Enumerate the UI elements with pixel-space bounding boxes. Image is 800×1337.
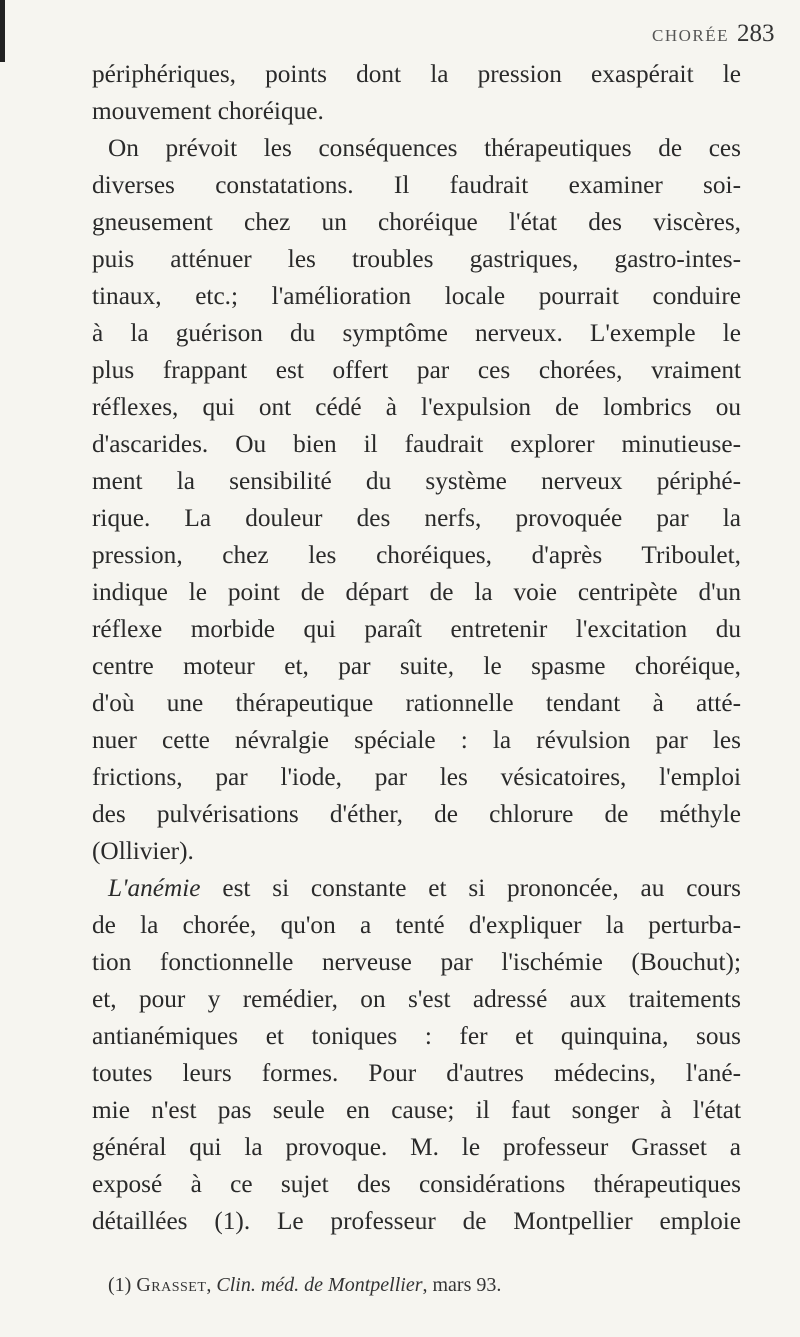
text-line <box>92 241 741 278</box>
running-title: CHORÉE <box>652 26 729 45</box>
text-line-content: gneusement chez un choréique l'état des viscères, <box>92 208 741 236</box>
footnote-date: , mars 93. <box>422 1274 502 1296</box>
text-line <box>92 574 741 611</box>
text-line-content: des pulvérisations d'éther, de chlorure de méthyle <box>92 800 741 828</box>
text-line-content: périphériques, points dont la pression exaspérait le <box>92 60 741 88</box>
text-line-content: frictions, par l'iode, par les vésicatoires, l'emploi <box>92 763 741 791</box>
text-line-content: réflexes, qui ont cédé à l'expulsion de lombrics ou <box>92 393 741 421</box>
text-line-content: général qui la provoque. M. le professeur Grasset a <box>92 1133 741 1161</box>
text-line <box>92 1166 741 1203</box>
text-line <box>92 1092 741 1129</box>
text-line-content: à la guérison du symptôme nerveux. L'exemple le <box>92 319 741 347</box>
page-number: 283 <box>737 20 775 47</box>
text-line-content: et, pour y remédier, on s'est adressé aux traitements <box>92 985 741 1013</box>
text-line <box>92 833 741 870</box>
text-line-content: plus frappant est offert par ces chorées, vraiment <box>92 356 741 384</box>
text-line <box>92 315 741 352</box>
text-line <box>92 537 741 574</box>
text-line <box>92 389 741 426</box>
text-line-content: nuer cette névralgie spéciale : la révulsion par les <box>92 726 741 754</box>
text-line-content: mie n'est pas seule en cause; il faut songer à l'état <box>92 1096 741 1124</box>
text-line <box>92 352 741 389</box>
footnote-marker: (1) <box>108 1274 132 1296</box>
text-line <box>92 648 741 685</box>
text-line <box>92 870 741 907</box>
text-line-content: tion fonctionnelle nerveuse par l'ischémie (Bouchut); <box>92 948 741 976</box>
text-line-content: diverses constatations. Il faudrait examiner soi- <box>92 171 741 199</box>
text-line-content: antianémiques et toniques : fer et quinquina, sous <box>92 1022 741 1050</box>
text-line <box>92 130 741 167</box>
text-line-content: rique. La douleur des nerfs, provoquée par la <box>92 504 741 532</box>
text-line <box>92 1203 741 1240</box>
text-line-content: exposé à ce sujet des considérations thérapeutiques <box>92 1170 741 1198</box>
text-line <box>92 167 741 204</box>
text-line-content: réflexe morbide qui paraît entretenir l'excitation du <box>92 615 741 643</box>
text-line-content: d'ascarides. Ou bien il faudrait explorer minutieuse- <box>92 430 741 458</box>
text-line-content: de la chorée, qu'on a tenté d'expliquer la perturba- <box>92 911 741 939</box>
text-line <box>92 278 741 315</box>
footnote: (1) Grasset, Clin. méd. de Montpellier, mars 93. <box>108 1274 502 1296</box>
text-line <box>92 611 741 648</box>
text-line-content: (Ollivier). <box>92 837 194 865</box>
text-line-content: puis atténuer les troubles gastriques, gastro-intes- <box>92 245 741 273</box>
text-line-content: tinaux, etc.; l'amélioration locale pourrait conduire <box>92 282 741 310</box>
text-line-content: mouvement choréique. <box>92 97 324 125</box>
text-line-content: On prévoit les conséquences thérapeutiques de ces <box>108 134 741 162</box>
text-line-content: détaillées (1). Le professeur de Montpellier emploie <box>92 1207 741 1235</box>
body-text <box>92 56 741 1240</box>
text-line-content: toutes leurs formes. Pour d'autres médecins, l'ané- <box>92 1059 741 1087</box>
footnote-source: Clin. méd. de Montpellier <box>216 1274 423 1296</box>
text-line <box>92 1055 741 1092</box>
text-line-content: ment la sensibilité du système nerveux périphé- <box>92 467 741 495</box>
text-line <box>92 944 741 981</box>
text-line <box>92 722 741 759</box>
text-line <box>92 981 741 1018</box>
text-line <box>92 796 741 833</box>
text-line <box>92 426 741 463</box>
text-line <box>92 500 741 537</box>
text-line-content: pression, chez les choréiques, d'après Triboulet, <box>92 541 741 569</box>
text-line <box>92 685 741 722</box>
text-line <box>92 1018 741 1055</box>
text-line <box>92 204 741 241</box>
text-line <box>92 907 741 944</box>
page-header <box>0 12 800 52</box>
text-line <box>92 56 741 93</box>
text-line-content: d'où une thérapeutique rationnelle tendant à atté- <box>92 689 741 717</box>
text-line <box>92 1129 741 1166</box>
text-line-content: indique le point de départ de la voie centripète d'un <box>92 578 741 606</box>
footnote-author: Grasset <box>136 1274 207 1296</box>
text-line-content: centre moteur et, par suite, le spasme choréique, <box>92 652 741 680</box>
text-line <box>92 93 741 130</box>
text-line-content: est si constante et si prononcée, au cours <box>200 874 741 902</box>
text-line <box>92 463 741 500</box>
emphasis: L'anémie <box>108 874 201 902</box>
text-line <box>92 759 741 796</box>
